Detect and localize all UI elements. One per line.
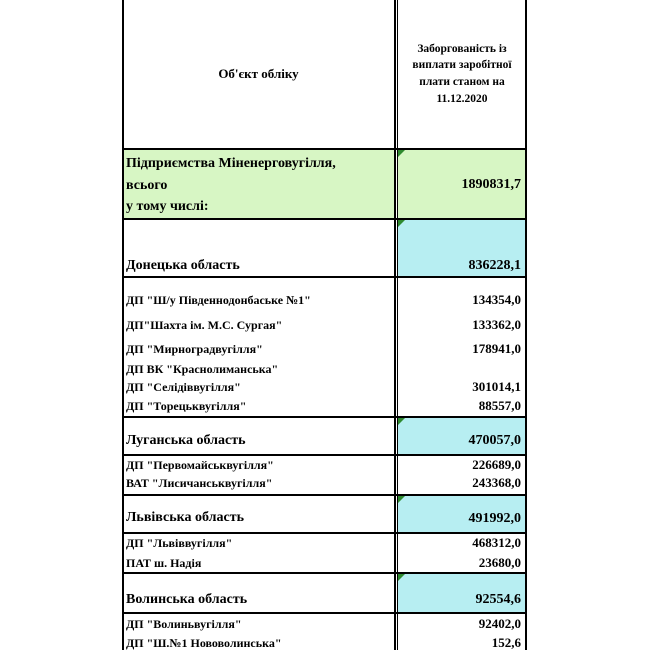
enterprise-name: ВАТ "Лисичанськвугілля": [126, 476, 273, 490]
cell-comment-marker: [398, 220, 405, 227]
row-line: [122, 148, 527, 150]
region-name: Львівська область: [126, 510, 244, 525]
debt-table: [122, 0, 527, 650]
enterprise-value: 243368,0: [472, 475, 521, 490]
row-line: [122, 572, 527, 574]
region-value: 836228,1: [468, 258, 521, 273]
enterprise-name: ДП "Мирноградвугілля": [126, 342, 263, 356]
header-debt: Заборгованість із виплати заробітної плати станом на 11.12.2020: [412, 42, 512, 105]
enterprise-name: ДП "Торецьквугілля": [126, 399, 247, 413]
enterprise-name: ДП "Ш/у Південнодонбаське №1": [126, 293, 311, 307]
enterprise-value: 88557,0: [478, 398, 521, 413]
enterprise-name: ПАТ ш. Надія: [126, 556, 202, 570]
row-line: [122, 276, 527, 278]
region-value: 491992,0: [468, 511, 521, 526]
cell-comment-marker: [398, 496, 405, 503]
total-value: 1890831,7: [461, 177, 521, 192]
enterprise-value: 468312,0: [472, 535, 521, 550]
total-label-line: Підприємства Міненерговугілля,: [126, 156, 336, 171]
cell-comment-marker: [398, 150, 405, 157]
row-line: [122, 612, 527, 614]
region-name: Луганська область: [126, 433, 246, 448]
enterprise-name: ДП "Ш.№1 Нововолинська": [126, 636, 282, 650]
enterprise-value: 178941,0: [472, 341, 521, 356]
enterprise-value: 23680,0: [478, 555, 521, 570]
enterprise-value: 92402,0: [478, 616, 521, 631]
total-label-line: всього: [126, 178, 168, 193]
enterprise-value: 301014,1: [472, 379, 521, 394]
enterprise-value: 226689,0: [472, 457, 521, 472]
enterprise-name: ДП "Волиньвугілля": [126, 617, 242, 631]
enterprise-name: ДП"Шахта ім. М.С. Сургая": [126, 318, 283, 332]
enterprise-value: 133362,0: [472, 317, 521, 332]
enterprise-name: ДП "Первомайськвугілля": [126, 458, 274, 472]
enterprise-name: ДП ВК "Краснолиманська": [126, 362, 279, 376]
cell-comment-marker: [398, 418, 405, 425]
region-name: Волинська область: [126, 592, 248, 607]
enterprise-value: 134354,0: [472, 292, 521, 307]
enterprise-value: 152,6: [491, 635, 521, 650]
total-label-line: у тому числі:: [126, 199, 209, 214]
row-line: [122, 532, 527, 534]
region-value: 92554,6: [475, 592, 521, 607]
row-line: [122, 494, 527, 496]
region-name: Донецька область: [126, 258, 240, 273]
region-value: 470057,0: [468, 433, 521, 448]
enterprise-name: ДП "Селідіввугілля": [126, 380, 241, 394]
row-line: [122, 454, 527, 456]
row-line: [122, 218, 527, 220]
row-line: [122, 416, 527, 418]
header-object: Об'єкт обліку: [218, 66, 299, 81]
cell-comment-marker: [398, 574, 405, 581]
enterprise-name: ДП "Львіввугілля": [126, 536, 233, 550]
